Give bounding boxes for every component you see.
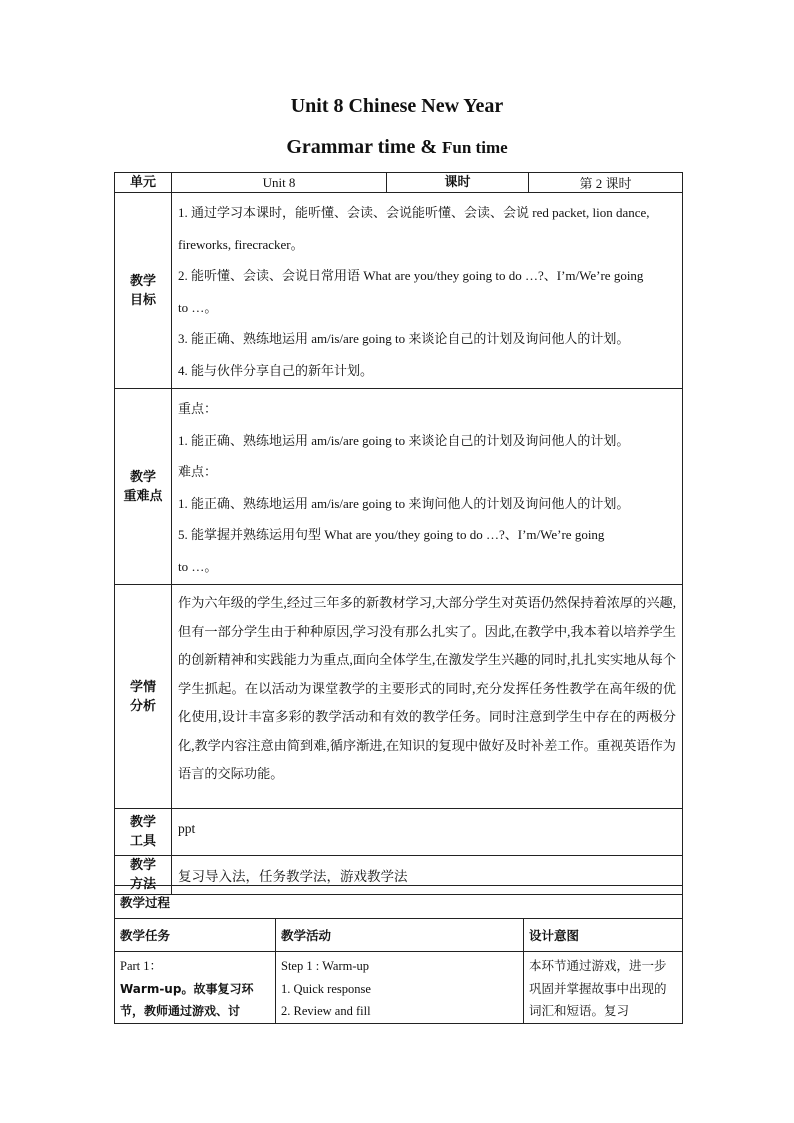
document-title: Unit 8 Chinese New Year: [290, 95, 504, 117]
key-point-line: 5. 能掌握并熟练运用句型 What are you/they going to do …?、I’m/We’re going: [178, 527, 605, 542]
objectives-label-line2: 目标: [129, 292, 156, 308]
objective-line: 3. 能正确、熟练地运用 am/is/are going to 来谈论自己的计划及询问他人的计划。: [178, 331, 630, 346]
key-point-line: 1. 能正确、熟练地运用 am/is/are going to 来询问他人的计划及询问他人的计划。: [178, 495, 630, 511]
objectives-label: [115, 193, 172, 389]
tools-label-line1: 教学: [129, 815, 156, 830]
column-activity: 教学活动: [276, 919, 524, 952]
tools-value: ppt: [172, 809, 683, 856]
subtitle-main: Grammar time &: [286, 136, 438, 158]
process-heading: 教学过程: [115, 886, 683, 919]
objective-line: 4. 能与伙伴分享自己的新年计划。: [178, 362, 374, 378]
student-analysis-label-line1: 学情: [129, 679, 156, 695]
task-part: Part 1：: [120, 959, 163, 973]
document-subtitle: [0, 136, 794, 159]
methods-label-line2: 方法: [129, 877, 156, 892]
objective-line: fireworks, firecracker。: [178, 236, 304, 252]
objective-line: to …。: [178, 299, 218, 315]
period-value: 第 2 课时: [529, 173, 683, 193]
activity-cell: [276, 952, 524, 1024]
methods-value: 复习导入法，任务教学法，游戏教学法: [172, 856, 683, 895]
process-row: [115, 952, 683, 1024]
activity-line: 1. Quick response: [281, 981, 371, 996]
column-task: 教学任务: [115, 919, 276, 952]
tools-row: [115, 809, 683, 856]
activity-line: 2. Review and fill: [281, 1004, 371, 1018]
column-intent: 设计意图: [524, 919, 683, 952]
objective-line: 2. 能听懂、会读、会说日常用语 What are you/they going to do …?、I’m/We’re going: [178, 268, 644, 283]
key-point-line: 难点：: [178, 464, 218, 479]
student-analysis-label-line2: 分析: [129, 698, 156, 714]
tools-label: [115, 809, 172, 856]
methods-label-line1: 教学: [129, 858, 156, 873]
student-analysis-text: 作为六年级的学生,经过三年多的新教材学习,大部分学生对英语仍然保持着浓厚的兴趣,但有一部分学生由于种种原因,学习没有那么扎实了。因此,在教学中,我本着以培养学生的创新精神和实践能力为重点,面向全体学生,在激发学生兴趣的同时,扎扎实实地从每个学生抓起。在以活动为课堂教学的主要形式的同时,充分发挥任务性教学在高年级的优化使用,设计丰富多彩的教学活动和有效的教学任务。同时注意到学生中存在的两极分化,教学内容注意由简到难,循序渐进,在知识的复现中做好及时补差工作。重视英语作为语言的交际功能。: [172, 585, 683, 809]
objective-line: 1. 通过学习本课时，能听懂、会读、会说能听懂、会读、会说 red packet, lion dance,: [178, 205, 650, 220]
unit-label: 单元: [115, 173, 172, 193]
task-description: Warm-up。故事复习环节，教师通过游戏、讨: [120, 981, 254, 1018]
objectives-label-line1: 教学: [129, 273, 156, 289]
tools-label-line2: 工具: [129, 834, 156, 849]
key-points-content: [172, 389, 683, 585]
key-points-label-line1: 教学: [129, 469, 156, 485]
key-point-line: to …。: [178, 558, 218, 574]
activity-line: Step 1 : Warm-up: [281, 959, 369, 973]
student-analysis-row: [115, 585, 683, 809]
process-table: [114, 885, 683, 1024]
key-point-line: 1. 能正确、熟练地运用 am/is/are going to 来谈论自己的计划及询问他人的计划。: [178, 432, 630, 448]
task-cell: [115, 952, 276, 1024]
key-point-line: 重点：: [178, 401, 218, 416]
objectives-content: [172, 193, 683, 389]
intent-cell: 本环节通过游戏，进一步巩固并掌握故事中出现的词汇和短语。复习: [524, 952, 683, 1024]
period-label: 课时: [387, 173, 529, 193]
header-row: [115, 173, 683, 193]
key-points-label-line2: 重难点: [123, 488, 163, 504]
key-points-row: [115, 389, 683, 585]
process-columns-row: [115, 919, 683, 952]
lesson-plan-table: [114, 172, 683, 895]
unit-value: Unit 8: [172, 173, 387, 193]
subtitle-small: Fun time: [442, 138, 508, 157]
student-analysis-label: [115, 585, 172, 809]
objectives-row: [115, 193, 683, 389]
process-heading-row: [115, 886, 683, 919]
key-points-label: [115, 389, 172, 585]
